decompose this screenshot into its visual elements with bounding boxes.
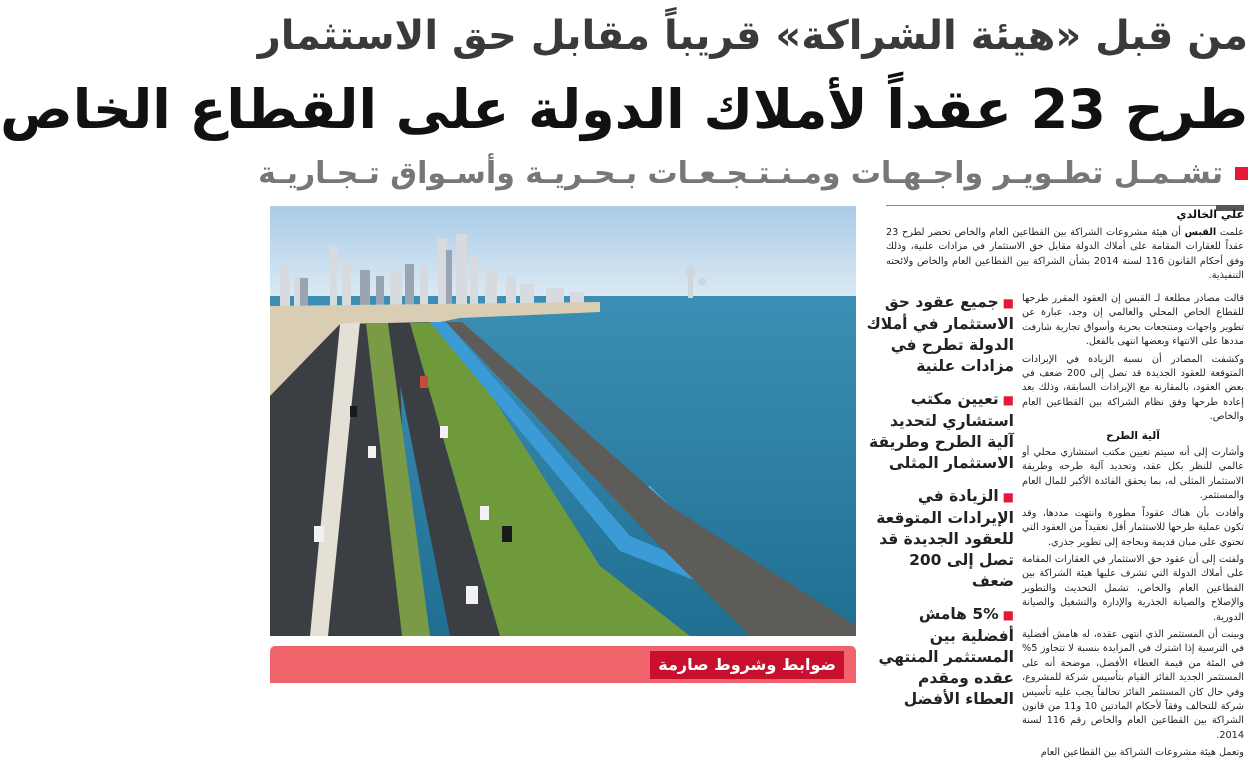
article-body-column (1022, 292, 1245, 759)
subheadline-text: تشـمـل تطـويـر واجـهـات ومـنـتـجـعـات بـحـريـة وأسـواق تـجـاريـة (258, 155, 1223, 191)
body-paragraph: وكشفت المصادر أن نسبة الزيادة في الإيرادات المتوقعة للعقود الجديدة قد تصل إلى 200 ضعف في بعض العقود، بالمقارنة مع الإيرادات السابقة، وذلك بعد إعادة طرحها وفق نظام الشراكة بين القطاعين العام والخاص. (1022, 353, 1245, 423)
body-paragraph: قالت مصادر مطلعة لـ القبس إن العقود المقرر طرحها للقطاع الخاص المحلي والعالمي إن وجد، عبارة عن تطوير واجهات ومنتجعات بحرية وأسواق تجارية شارفت مددها على الانتهاء وبعضها انتهى بالفعل. (1022, 293, 1244, 348)
intro-brand: القبس (1184, 227, 1217, 238)
section-banner (270, 646, 856, 683)
section-banner-title: ضوابط وشروط صارمة (650, 651, 844, 679)
highlight-item: ■5% هامش أفضلية بين المستثمر المنتهي عقده ومقدم العطاء الأفضل (878, 605, 1014, 708)
highlight-bullet-icon: ■ (1002, 608, 1014, 622)
article-photo-kuwait-seafront (270, 206, 856, 636)
highlights-column (866, 292, 1014, 708)
highlight-bullet-icon: ■ (1002, 296, 1014, 310)
body-paragraph: وأشارت إلى أنه سيتم تعيين مكتب استشاري محلي أو عالمي للنظر بكل عقد، وتحديد آلية طرحه وطريقة الاستثمار المثلى له، بما يحقق الفائدة الأكبر للمال العام والمستثمر. (1022, 447, 1244, 502)
intro-paragraph (886, 226, 1244, 286)
main-headline: طرح 23 عقداً لأملاك الدولة على القطاع الخاص (0, 78, 1248, 141)
byline-author: علي الخالدي (1176, 208, 1244, 221)
highlight-bullet-icon: ■ (1002, 490, 1014, 504)
highlight-item: ■الزيادة في الإيرادات المتوقعة للعقود الجديدة قد تصل إلى 200 ضعف (876, 487, 1014, 590)
body-paragraph: وبينت أن المستثمر الذي انتهى عقده، له هامش أفضلية في الترسية إذا اشترك في المزايدة بنسبة لا تتجاوز 5% في المئة من قيمة العطاء الأفضل، موضحة أنه على المستثمر الجديد الفائز القيام بتأسيس شركة للمشروع، وفي حال كان المستثمر الفائز تحالفاً يجب عليه تأسيس شركة للتحالف وفقاً لأحكام المادتين 10 و11 من قانون الشراكة بين القطاعين العام والخاص رقم 116 لسنة 2014. (1022, 628, 1244, 741)
intro-text: أن هيئة مشروعات الشراكة بين القطاعين العام والخاص تحضر لطرح 23 عقداً للعقارات المقامة على أملاك الدولة مقابل حق الاستثمار في مزادات علنية، وذلك وفق أحكام القانون 116 لسنة 2014 بشأن الشراكة بين القطاعين العام والخاص ولائحته التنفيذية. (886, 227, 1244, 282)
highlight-bullet-icon: ■ (1002, 393, 1014, 407)
body-paragraph: ولفتت إلى أن عقود حق الاستثمار في العقارات المقامة على أملاك الدولة التي تشرف عليها هيئة الشراكة بين القطاعين العام والخاص، تشمل التحديث والتطوير والإصلاح والصيانة الجذرية والإدارة والتشغيل والصيانة الدورية. (1022, 553, 1244, 623)
intro-lead: علمت (1219, 227, 1244, 238)
highlight-item: ■جميع عقود حق الاستثمار في أملاك الدولة تطرح في مزادات علنية (866, 293, 1014, 375)
body-subtitle: آلية الطرح (1106, 429, 1160, 442)
body-paragraph: وأفادت بأن هناك عقوداً مطورة وانتهت مددها، وقد تكون عملية طرحها للاستثمار أقل تعقيداً من العقود التي تحتوي على مبان قديمة وبحاجة إلى تطوير جذري. (1022, 507, 1244, 548)
highlight-item: ■تعيين مكتب استشاري لتحديد آلية الطرح وطريقة الاستثمار المثلى (869, 390, 1014, 472)
headline-kicker: من قبل «هيئة الشراكة» قريباً مقابل حق الاستثمار (257, 13, 1248, 59)
subheadline (258, 150, 1248, 196)
red-square-bullet-icon (1235, 167, 1248, 180)
byline-rule (886, 205, 1216, 206)
body-paragraph: وتعمل هيئة مشروعات الشراكة بين القطاعين العام (1040, 747, 1244, 759)
